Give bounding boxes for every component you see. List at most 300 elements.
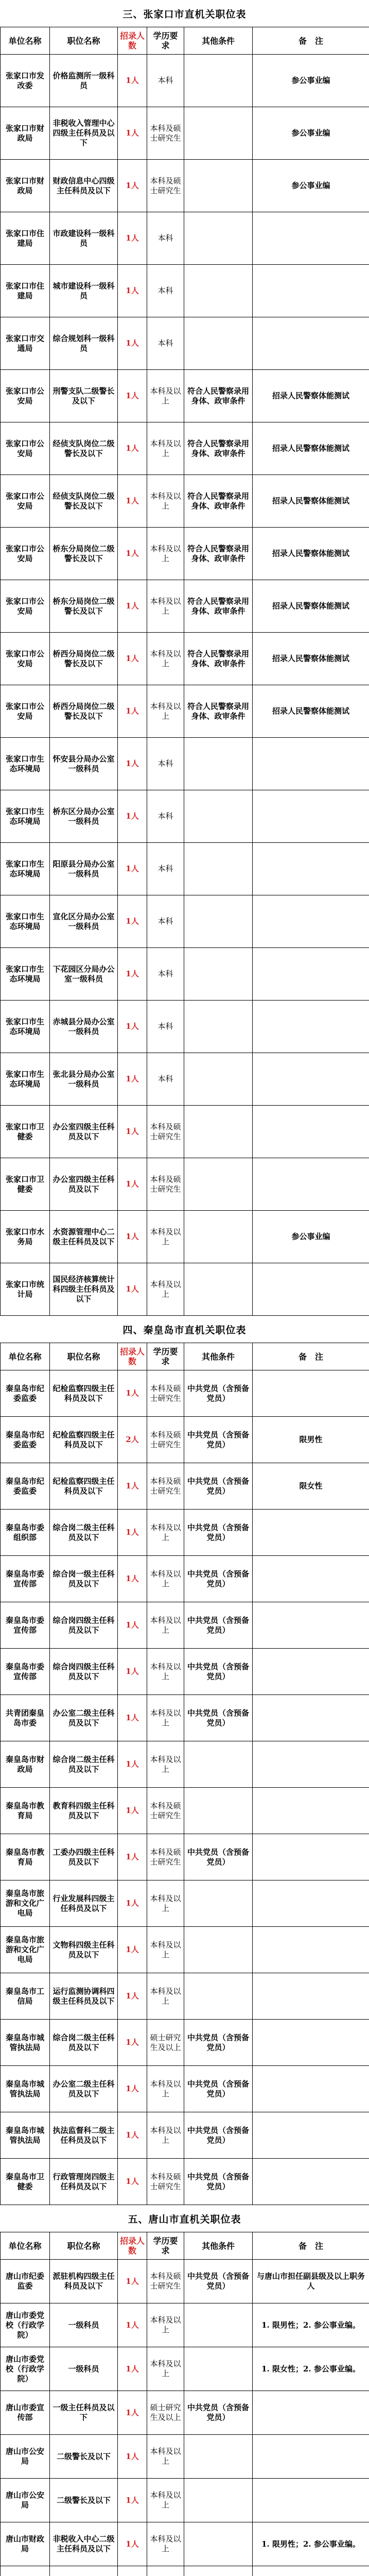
table-header-row xyxy=(1,27,369,55)
other-conditions-cell: 中共党员（含预备党员） xyxy=(184,1649,253,1695)
other-conditions-cell: 中共党员（含预备党员） xyxy=(184,2159,253,2205)
other-conditions-cell xyxy=(184,1053,253,1106)
unit-cell: 秦皇岛市城管执法局 xyxy=(1,2112,50,2159)
position-cell: 一级主任科员及以下 xyxy=(50,2391,118,2435)
other-conditions-cell xyxy=(184,2522,253,2566)
unit-cell: 秦皇岛市旅游和文化广电局 xyxy=(1,1927,50,1973)
education-cell: 本科及以上 xyxy=(147,2479,184,2522)
header-position: 职位名称 xyxy=(50,2232,118,2260)
position-cell: 经侦支队岗位二级警长及以下 xyxy=(50,422,118,475)
remark-cell: 招录人民警察体能测试 xyxy=(253,685,369,738)
header-unit: 单位名称 xyxy=(1,2232,50,2260)
unit-cell: 唐山市公安局 xyxy=(1,2435,50,2479)
education-cell: 硕士研究生及以上 xyxy=(147,2020,184,2066)
recruit-count-cell: 1人 xyxy=(118,2479,147,2522)
unit-cell: 秦皇岛市教育局 xyxy=(1,1788,50,1834)
remark-cell xyxy=(253,2566,369,2576)
education-cell: 本科及以上 xyxy=(147,370,184,422)
recruit-count-cell: 2人 xyxy=(118,1417,147,1463)
position-cell: 经侦支队岗位二级警长及以下 xyxy=(50,475,118,528)
other-conditions-cell xyxy=(184,265,253,317)
recruit-count-cell: 1人 xyxy=(118,2020,147,2066)
remark-cell: 限女性 xyxy=(253,1463,369,1510)
recruit-count-cell: 1人 xyxy=(118,1788,147,1834)
position-cell: 办公室二级主任科员及以下 xyxy=(50,1695,118,1741)
position-cell: 纪检监察四级主任科员及以下 xyxy=(50,1463,118,1510)
position-cell: 综合规划科一级科员 xyxy=(50,317,118,370)
recruit-count-cell: 1人 xyxy=(118,55,147,107)
education-cell: 本科及以上 xyxy=(147,1927,184,1973)
recruit-count-cell: 1人 xyxy=(118,1880,147,1927)
education-cell: 本科及硕士研究生 xyxy=(147,1370,184,1417)
remark-cell xyxy=(253,1106,369,1158)
table-row xyxy=(1,738,369,790)
recruit-count-cell xyxy=(118,2566,147,2576)
education-cell: 本科及以上 xyxy=(147,1602,184,1649)
other-conditions-cell xyxy=(184,1211,253,1263)
education-cell: 本科 xyxy=(147,265,184,317)
recruit-count-cell: 1人 xyxy=(118,1510,147,1556)
table-row xyxy=(1,1927,369,1973)
education-cell: 本科及硕士研究生 xyxy=(147,107,184,160)
unit-cell: 张家口市发改委 xyxy=(1,55,50,107)
header-unit: 单位名称 xyxy=(1,27,50,55)
recruit-count-cell: 1人 xyxy=(118,1556,147,1602)
position-cell: 二级警长及以下 xyxy=(50,2479,118,2522)
education-cell: 本科 xyxy=(147,948,184,1001)
table-row xyxy=(1,317,369,370)
education-cell: 本科 xyxy=(147,738,184,790)
unit-cell: 秦皇岛市纪委监委 xyxy=(1,1417,50,1463)
education-cell: 本科及以上 xyxy=(147,2112,184,2159)
position-cell: 桥西分局岗位二级警长及以下 xyxy=(50,633,118,685)
unit-cell: 唐山市公安局 xyxy=(1,2479,50,2522)
education-cell: 本科及以上 xyxy=(147,528,184,580)
header-position: 职位名称 xyxy=(50,27,118,55)
remark-cell: 招录人民警察体能测试 xyxy=(253,475,369,528)
table-row xyxy=(1,1106,369,1158)
education-cell: 本科及硕士研究生 xyxy=(147,160,184,212)
position-table xyxy=(0,1343,369,2205)
education-cell: 本科及以上 xyxy=(147,1510,184,1556)
position-cell: 阳原县分局办公室一级科员 xyxy=(50,843,118,895)
table-row xyxy=(1,265,369,317)
table-row xyxy=(1,2435,369,2479)
unit-cell: 秦皇岛市卫健委 xyxy=(1,2159,50,2205)
table-row xyxy=(1,1741,369,1788)
table-row xyxy=(1,2522,369,2566)
unit-cell: 共青团秦皇岛市委 xyxy=(1,1695,50,1741)
table-row xyxy=(1,2479,369,2522)
unit-cell: 秦皇岛市委组织部 xyxy=(1,1510,50,1556)
position-cell: 办公室四级主任科员及以下 xyxy=(50,1106,118,1158)
table-row xyxy=(1,422,369,475)
other-conditions-cell: 中共党员（含预备党员） xyxy=(184,1602,253,1649)
header-other: 其他条件 xyxy=(184,2232,253,2260)
remark-cell xyxy=(253,1602,369,1649)
unit-cell: 张家口市财政局 xyxy=(1,107,50,160)
table-row xyxy=(1,2347,369,2391)
unit-cell: 唐山市委党校（行政学院） xyxy=(1,2347,50,2391)
other-conditions-cell: 中共党员（含预备党员） xyxy=(184,1834,253,1880)
recruit-count-cell: 1人 xyxy=(118,1211,147,1263)
remark-cell xyxy=(253,2479,369,2522)
position-table xyxy=(0,2232,369,2576)
remark-cell: 招录人民警察体能测试 xyxy=(253,633,369,685)
recruit-count-cell: 1人 xyxy=(118,1649,147,1695)
other-conditions-cell xyxy=(184,790,253,843)
unit-cell: 秦皇岛市委宣传部 xyxy=(1,1649,50,1695)
unit-cell: 张家口市水务局 xyxy=(1,1211,50,1263)
unit-cell: 秦皇岛市财政局 xyxy=(1,1741,50,1788)
education-cell: 本科 xyxy=(147,895,184,948)
education-cell: 本科及硕士研究生 xyxy=(147,1158,184,1211)
remark-cell: 招录人民警察体能测试 xyxy=(253,528,369,580)
table-row xyxy=(1,1001,369,1053)
table-header-row xyxy=(1,1343,369,1370)
table-row xyxy=(1,2391,369,2435)
remark-cell xyxy=(253,2391,369,2435)
other-conditions-cell xyxy=(184,1788,253,1834)
other-conditions-cell: 中共党员（含预备党员） xyxy=(184,2066,253,2112)
table-row xyxy=(1,107,369,160)
unit-cell: 张家口市住建局 xyxy=(1,265,50,317)
header-position: 职位名称 xyxy=(50,1343,118,1370)
table-row xyxy=(1,685,369,738)
position-cell: 执法监督科二级主任科员及以下 xyxy=(50,2112,118,2159)
table-row xyxy=(1,1370,369,1417)
table-row xyxy=(1,370,369,422)
remark-cell: 招录人民警察体能测试 xyxy=(253,422,369,475)
education-cell: 本科 xyxy=(147,1053,184,1106)
other-conditions-cell xyxy=(184,895,253,948)
recruit-count-cell: 1人 xyxy=(118,160,147,212)
unit-cell: 张家口市财政局 xyxy=(1,160,50,212)
remark-cell xyxy=(253,1834,369,1880)
unit-cell: 张家口市生态环境局 xyxy=(1,948,50,1001)
unit-cell: 张家口市公安局 xyxy=(1,528,50,580)
table-row xyxy=(1,1602,369,1649)
recruit-count-cell: 1人 xyxy=(118,2066,147,2112)
position-cell: 宣化区分局办公室一级科员 xyxy=(50,895,118,948)
recruit-count-cell: 1人 xyxy=(118,1263,147,1316)
recruit-count-cell: 1人 xyxy=(118,265,147,317)
position-cell: 综合岗四级主任科员及以下 xyxy=(50,1649,118,1695)
remark-cell: 招录人民警察体能测试 xyxy=(253,370,369,422)
table-header-row xyxy=(1,2232,369,2260)
table-row xyxy=(1,2020,369,2066)
other-conditions-cell: 中共党员（含预备党员） xyxy=(184,2260,253,2303)
education-cell: 本科 xyxy=(147,317,184,370)
recruit-count-cell: 1人 xyxy=(118,1741,147,1788)
other-conditions-cell: 符合人民警察录用身体、政审条件 xyxy=(184,475,253,528)
remark-cell xyxy=(253,1053,369,1106)
unit-cell: 张家口市生态环境局 xyxy=(1,843,50,895)
table-row xyxy=(1,160,369,212)
table-row xyxy=(1,843,369,895)
position-cell: 综合岗二级主任科员及以下 xyxy=(50,1741,118,1788)
education-cell: 本科 xyxy=(147,212,184,265)
recruit-count-cell: 1人 xyxy=(118,107,147,160)
education-cell: 本科及以上 xyxy=(147,2522,184,2566)
table-row xyxy=(1,2112,369,2159)
remark-cell: 参公事业编 xyxy=(253,107,369,160)
unit-cell: 张家口市公安局 xyxy=(1,633,50,685)
education-cell: 本科及硕士研究生 xyxy=(147,1788,184,1834)
recruit-count-cell: 1人 xyxy=(118,738,147,790)
education-cell: 硕士研究生及以上 xyxy=(147,2391,184,2435)
table-row xyxy=(1,55,369,107)
remark-cell xyxy=(253,1880,369,1927)
remark-cell: 与唐山市担任副县级及以上职务人 xyxy=(253,2260,369,2303)
recruit-count-cell: 1人 xyxy=(118,1001,147,1053)
position-cell: 行政管理岗四级主任科员及以下 xyxy=(50,2159,118,2205)
other-conditions-cell: 符合人民警察录用身体、政审条件 xyxy=(184,422,253,475)
table-row xyxy=(1,212,369,265)
recruit-count-cell: 1人 xyxy=(118,1834,147,1880)
other-conditions-cell: 中共党员（含预备党员） xyxy=(184,1510,253,1556)
education-cell: 本科 xyxy=(147,1001,184,1053)
recruit-count-cell: 1人 xyxy=(118,1158,147,1211)
other-conditions-cell xyxy=(184,2303,253,2347)
table-row xyxy=(1,948,369,1001)
remark-cell xyxy=(253,1001,369,1053)
remark-cell xyxy=(253,738,369,790)
recruit-count-cell: 1人 xyxy=(118,2303,147,2347)
remark-cell xyxy=(253,790,369,843)
other-conditions-cell xyxy=(184,2566,253,2576)
remark-cell: 1. 限女性；2. 参公事业编。 xyxy=(253,2347,369,2391)
unit-cell: 张家口市卫健委 xyxy=(1,1106,50,1158)
unit-cell: 秦皇岛市旅游和文化广电局 xyxy=(1,1880,50,1927)
education-cell: 本科及以上 xyxy=(147,633,184,685)
remark-cell xyxy=(253,1788,369,1834)
recruit-count-cell: 1人 xyxy=(118,2260,147,2303)
other-conditions-cell: 中共党员（含预备党员） xyxy=(184,2020,253,2066)
unit-cell: 秦皇岛市纪委监委 xyxy=(1,1463,50,1510)
recruit-count-cell: 1人 xyxy=(118,1602,147,1649)
remark-cell xyxy=(253,1263,369,1316)
unit-cell: 唐山市财政局 xyxy=(1,2522,50,2566)
unit-cell: 张家口市公安局 xyxy=(1,475,50,528)
position-cell: 城市建设科一级科员 xyxy=(50,265,118,317)
position-cell: 综合岗二级主任科员及以下 xyxy=(50,2020,118,2066)
education-cell: 本科及硕士研究生 xyxy=(147,2159,184,2205)
header-other: 其他条件 xyxy=(184,1343,253,1370)
recruit-count-cell: 1人 xyxy=(118,685,147,738)
other-conditions-cell: 符合人民警察录用身体、政审条件 xyxy=(184,685,253,738)
table-row xyxy=(1,790,369,843)
remark-cell xyxy=(253,1973,369,2020)
recruit-count-cell: 1人 xyxy=(118,212,147,265)
remark-cell: 参公事业编 xyxy=(253,55,369,107)
table-row xyxy=(1,1211,369,1263)
education-cell: 本科及硕士研究生 xyxy=(147,1463,184,1510)
other-conditions-cell: 符合人民警察录用身体、政审条件 xyxy=(184,528,253,580)
position-table xyxy=(0,27,369,1316)
position-cell: 教育科四级主任科员及以下 xyxy=(50,1788,118,1834)
other-conditions-cell: 中共党员（含预备党员） xyxy=(184,2391,253,2435)
education-cell: 本科及以上 xyxy=(147,2347,184,2391)
table-row xyxy=(1,633,369,685)
education-cell: 本科及以上 xyxy=(147,580,184,633)
unit-cell: 张家口市住建局 xyxy=(1,212,50,265)
remark-cell xyxy=(253,317,369,370)
position-cell: 一级科员 xyxy=(50,2347,118,2391)
remark-cell xyxy=(253,1927,369,1973)
position-cell: 桥东区分局办公室一级科员 xyxy=(50,790,118,843)
table-row xyxy=(1,2066,369,2112)
unit-cell: 张家口市生态环境局 xyxy=(1,1053,50,1106)
education-cell: 本科及以上 xyxy=(147,2303,184,2347)
education-cell: 本科 xyxy=(147,55,184,107)
position-cell: 非税收入管理中心四级主任科员及以下 xyxy=(50,107,118,160)
other-conditions-cell xyxy=(184,843,253,895)
education-cell: 本科 xyxy=(147,790,184,843)
education-cell: 本科及硕士研究生 xyxy=(147,1417,184,1463)
other-conditions-cell xyxy=(184,2435,253,2479)
other-conditions-cell: 符合人民警察录用身体、政审条件 xyxy=(184,580,253,633)
table-row xyxy=(1,1158,369,1211)
position-cell: 下花园区分局办公室一级科员 xyxy=(50,948,118,1001)
remark-cell: 招录人民警察体能测试 xyxy=(253,580,369,633)
position-cell: 国民经济核算统计科四级主任科员及以下 xyxy=(50,1263,118,1316)
unit-cell: 张家口市生态环境局 xyxy=(1,738,50,790)
position-cell: 赤城县分局办公室一级科员 xyxy=(50,1001,118,1053)
other-conditions-cell xyxy=(184,1263,253,1316)
education-cell: 本科及以上 xyxy=(147,422,184,475)
unit-cell: 唐山市纪委监委 xyxy=(1,2260,50,2303)
unit-cell: 张家口市公安局 xyxy=(1,422,50,475)
education-cell: 本科及以上 xyxy=(147,1211,184,1263)
education-cell: 本科及以上 xyxy=(147,1263,184,1316)
remark-cell xyxy=(253,1695,369,1741)
position-cell: 非税收入中心二级主任科员及以下 xyxy=(50,2522,118,2566)
other-conditions-cell: 中共党员（含预备党员） xyxy=(184,1370,253,1417)
other-conditions-cell xyxy=(184,1927,253,1973)
other-conditions-cell: 符合人民警察录用身体、政审条件 xyxy=(184,633,253,685)
position-cell: 桥东分局岗位二级警长及以下 xyxy=(50,580,118,633)
unit-cell: 秦皇岛市工信局 xyxy=(1,1973,50,2020)
recruit-count-cell: 1人 xyxy=(118,790,147,843)
other-conditions-cell xyxy=(184,2347,253,2391)
unit-cell: 张家口市生态环境局 xyxy=(1,1001,50,1053)
unit-cell: 张家口市交通局 xyxy=(1,317,50,370)
recruit-count-cell: 1人 xyxy=(118,633,147,685)
unit-cell: 唐山市委党校（行政学院） xyxy=(1,2303,50,2347)
position-cell: 综合岗四级主任科员及以下 xyxy=(50,1602,118,1649)
header-edu: 学历要求 xyxy=(147,2232,184,2260)
position-cell: 行业发展科四级主任科员及以下 xyxy=(50,1880,118,1927)
recruit-count-cell: 1人 xyxy=(118,2112,147,2159)
other-conditions-cell xyxy=(184,317,253,370)
education-cell: 本科及以上 xyxy=(147,1973,184,2020)
education-cell: 本科及以上 xyxy=(147,1741,184,1788)
position-cell: 运行监测协调科四级主任科员及以下 xyxy=(50,1973,118,2020)
position-cell: 工委办四级主任科员及以下 xyxy=(50,1834,118,1880)
unit-cell: 秦皇岛市委宣传部 xyxy=(1,1556,50,1602)
recruit-count-cell: 1人 xyxy=(118,843,147,895)
other-conditions-cell xyxy=(184,1001,253,1053)
education-cell: 本科及以上 xyxy=(147,1649,184,1695)
table-row xyxy=(1,528,369,580)
table-row xyxy=(1,2566,369,2576)
remark-cell: 限男性 xyxy=(253,1417,369,1463)
section-title: 五、唐山市直机关职位表 xyxy=(0,2205,369,2232)
recruit-count-cell: 1人 xyxy=(118,580,147,633)
position-cell: 怀安县分局办公室一级科员 xyxy=(50,738,118,790)
other-conditions-cell xyxy=(184,212,253,265)
table-row xyxy=(1,1788,369,1834)
table-row xyxy=(1,1695,369,1741)
recruit-count-cell: 1人 xyxy=(118,895,147,948)
position-cell: 派驻机构四级主任科员及以下 xyxy=(50,2260,118,2303)
header-edu: 学历要求 xyxy=(147,27,184,55)
unit-cell: 张家口市公安局 xyxy=(1,685,50,738)
recruit-count-cell: 1人 xyxy=(118,2159,147,2205)
recruit-count-cell: 1人 xyxy=(118,1695,147,1741)
recruit-count-cell: 1人 xyxy=(118,1370,147,1417)
position-cell: 一级科员 xyxy=(50,2303,118,2347)
other-conditions-cell: 中共党员（含预备党员） xyxy=(184,2112,253,2159)
position-cell: 刑警支队二级警长及以下 xyxy=(50,370,118,422)
table-row xyxy=(1,895,369,948)
recruit-count-cell: 1人 xyxy=(118,1106,147,1158)
other-conditions-cell: 中共党员（含预备党员） xyxy=(184,1463,253,1510)
unit-cell: 张家口市生态环境局 xyxy=(1,790,50,843)
unit-cell: 张家口市生态环境局 xyxy=(1,895,50,948)
position-cell: 张北县分局办公室一级科员 xyxy=(50,1053,118,1106)
position-cell: 办公室四级主任科员及以下 xyxy=(50,1158,118,1211)
table-row xyxy=(1,2260,369,2303)
unit-cell: 张家口市公安局 xyxy=(1,580,50,633)
recruit-count-cell: 1人 xyxy=(118,1463,147,1510)
recruit-count-cell: 1人 xyxy=(118,528,147,580)
header-remark: 备 注 xyxy=(253,27,369,55)
position-cell: 文物科四级主任科员及以下 xyxy=(50,1927,118,1973)
other-conditions-cell xyxy=(184,1880,253,1927)
remark-cell: 1. 限男性；2. 参公事业编。 xyxy=(253,2303,369,2347)
remark-cell xyxy=(253,2159,369,2205)
recruit-count-cell: 1人 xyxy=(118,1053,147,1106)
other-conditions-cell xyxy=(184,1106,253,1158)
remark-cell xyxy=(253,212,369,265)
table-row xyxy=(1,2159,369,2205)
section-title: 四、秦皇岛市直机关职位表 xyxy=(0,1316,369,1343)
other-conditions-cell xyxy=(184,2479,253,2522)
unit-cell: 张家口市卫健委 xyxy=(1,1158,50,1211)
recruit-count-cell: 1人 xyxy=(118,2391,147,2435)
header-unit: 单位名称 xyxy=(1,1343,50,1370)
education-cell: 本科及硕士研究生 xyxy=(147,1106,184,1158)
remark-cell xyxy=(253,2435,369,2479)
education-cell: 本科及硕士研究生 xyxy=(147,2260,184,2303)
table-row xyxy=(1,2303,369,2347)
education-cell xyxy=(147,2566,184,2576)
unit-cell: 秦皇岛市教育局 xyxy=(1,1834,50,1880)
education-cell: 本科及硕士研究生 xyxy=(147,1834,184,1880)
education-cell: 本科 xyxy=(147,843,184,895)
recruit-count-cell: 1人 xyxy=(118,370,147,422)
remark-cell xyxy=(253,1158,369,1211)
unit-cell: 秦皇岛市委宣传部 xyxy=(1,1602,50,1649)
other-conditions-cell xyxy=(184,1973,253,2020)
table-row xyxy=(1,580,369,633)
remark-cell xyxy=(253,2112,369,2159)
other-conditions-cell: 中共党员（含预备党员） xyxy=(184,1556,253,1602)
other-conditions-cell xyxy=(184,1741,253,1788)
table-row xyxy=(1,475,369,528)
